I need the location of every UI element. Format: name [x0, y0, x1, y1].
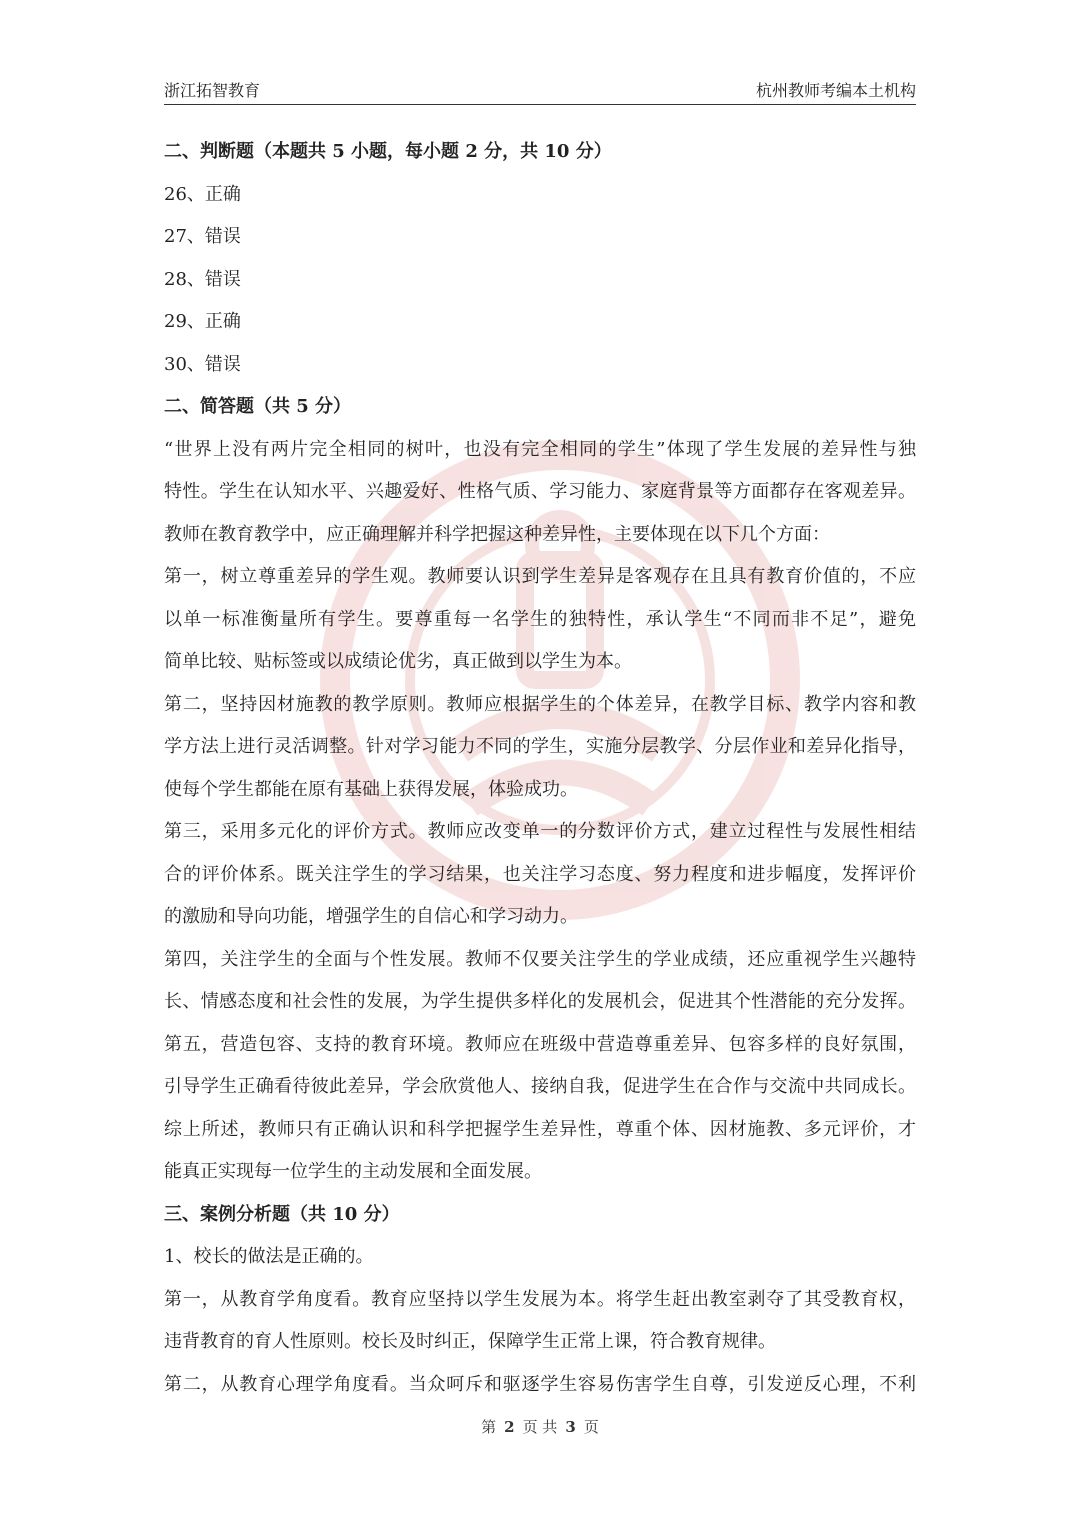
- text-line: 第二，坚持因材施教的教学原则。教师应根据学生的个体差异，在教学目标、教学内容和教: [164, 693, 916, 715]
- text-line: 1、校长的做法是正确的。: [164, 1246, 374, 1267]
- text-line: 第二，从教育心理学角度看。当众呵斥和驱逐学生容易伤害学生自尊，引发逆反心理，不利: [164, 1373, 916, 1395]
- footer-mid: 页 共: [522, 1418, 558, 1436]
- text-line: 第一，树立尊重差异的学生观。教师要认识到学生差异是客观存在且具有教育价值的，不应: [164, 566, 916, 587]
- footer-suffix: 页: [583, 1418, 599, 1436]
- footer-prefix: 第: [481, 1418, 497, 1436]
- section-heading: 二、判断题（本题共 5 小题，每小题 2 分，共 10 分）: [164, 141, 612, 162]
- text-line: 28、错误: [164, 268, 241, 290]
- section-heading: 三、案例分析题（共 10 分）: [164, 1203, 400, 1225]
- text-line: 29、正确: [164, 311, 241, 332]
- footer-page-number: 2: [504, 1418, 515, 1436]
- text-line: 26、正确: [164, 183, 241, 205]
- text-line: 特性。学生在认知水平、兴趣爱好、性格气质、学习能力、家庭背景等方面都存在客观差异。: [164, 481, 916, 502]
- text-line: 27、错误: [164, 226, 241, 247]
- text-line: 能真正实现每一位学生的主动发展和全面发展。: [164, 1161, 542, 1182]
- text-line: 综上所述，教师只有正确认识和科学把握学生差异性，尊重个体、因材施教、多元评价，才: [164, 1118, 916, 1140]
- text-line: 合的评价体系。既关注学生的学习结果，也关注学习态度、努力程度和进步幅度，发挥评价: [164, 863, 916, 885]
- text-line: 第四，关注学生的全面与个性发展。教师不仅要关注学生的学业成绩，还应重视学生兴趣特: [164, 948, 916, 970]
- section-heading: 二、简答题（共 5 分）: [164, 396, 352, 417]
- text-line: 第一，从教育学角度看。教育应坚持以学生发展为本。将学生赶出教室剥夺了其受教育权，: [164, 1288, 916, 1310]
- text-line: 以单一标准衡量所有学生。要尊重每一名学生的独特性，承认学生“不同而非不足”，避免: [164, 608, 916, 630]
- text-line: 简单比较、贴标签或以成绩论优劣，真正做到以学生为本。: [164, 651, 632, 672]
- text-line: 引导学生正确看待彼此差异，学会欣赏他人、接纳自我，促进学生在合作与交流中共同成长。: [164, 1076, 916, 1097]
- answer-content: [164, 131, 916, 1406]
- header-left-org: 浙江拓智教育: [164, 81, 261, 100]
- text-line: 第五，营造包容、支持的教育环境。教师应在班级中营造尊重差异、包容多样的良好氛围，: [164, 1033, 916, 1055]
- text-line: 30、错误: [164, 353, 241, 375]
- text-line: 长、情感态度和社会性的发展，为学生提供多样化的发展机会，促进其个性潜能的充分发挥。: [164, 991, 916, 1012]
- text-line: “世界上没有两片完全相同的树叶，也没有完全相同的学生”体现了学生发展的差异性与独: [164, 438, 916, 460]
- page-header: [164, 76, 916, 105]
- header-right-tagline: 杭州教师考编本土机构: [755, 81, 916, 100]
- text-line: 第三，采用多元化的评价方式。教师应改变单一的分数评价方式，建立过程性与发展性相结: [164, 821, 916, 842]
- text-line: 学方法上进行灵活调整。针对学习能力不同的学生，实施分层教学、分层作业和差异化指导，: [164, 736, 916, 757]
- text-line: 的激励和导向功能，增强学生的自信心和学习动力。: [164, 906, 578, 927]
- page-footer: [0, 1416, 1080, 1437]
- text-line: 教师在教育教学中，应正确理解并科学把握这种差异性，主要体现在以下几个方面：: [164, 523, 830, 545]
- text-line: 使每个学生都能在原有基础上获得发展，体验成功。: [164, 778, 578, 800]
- footer-total-pages: 3: [565, 1418, 576, 1436]
- text-line: 违背教育的育人性原则。校长及时纠正，保障学生正常上课，符合教育规律。: [164, 1331, 776, 1352]
